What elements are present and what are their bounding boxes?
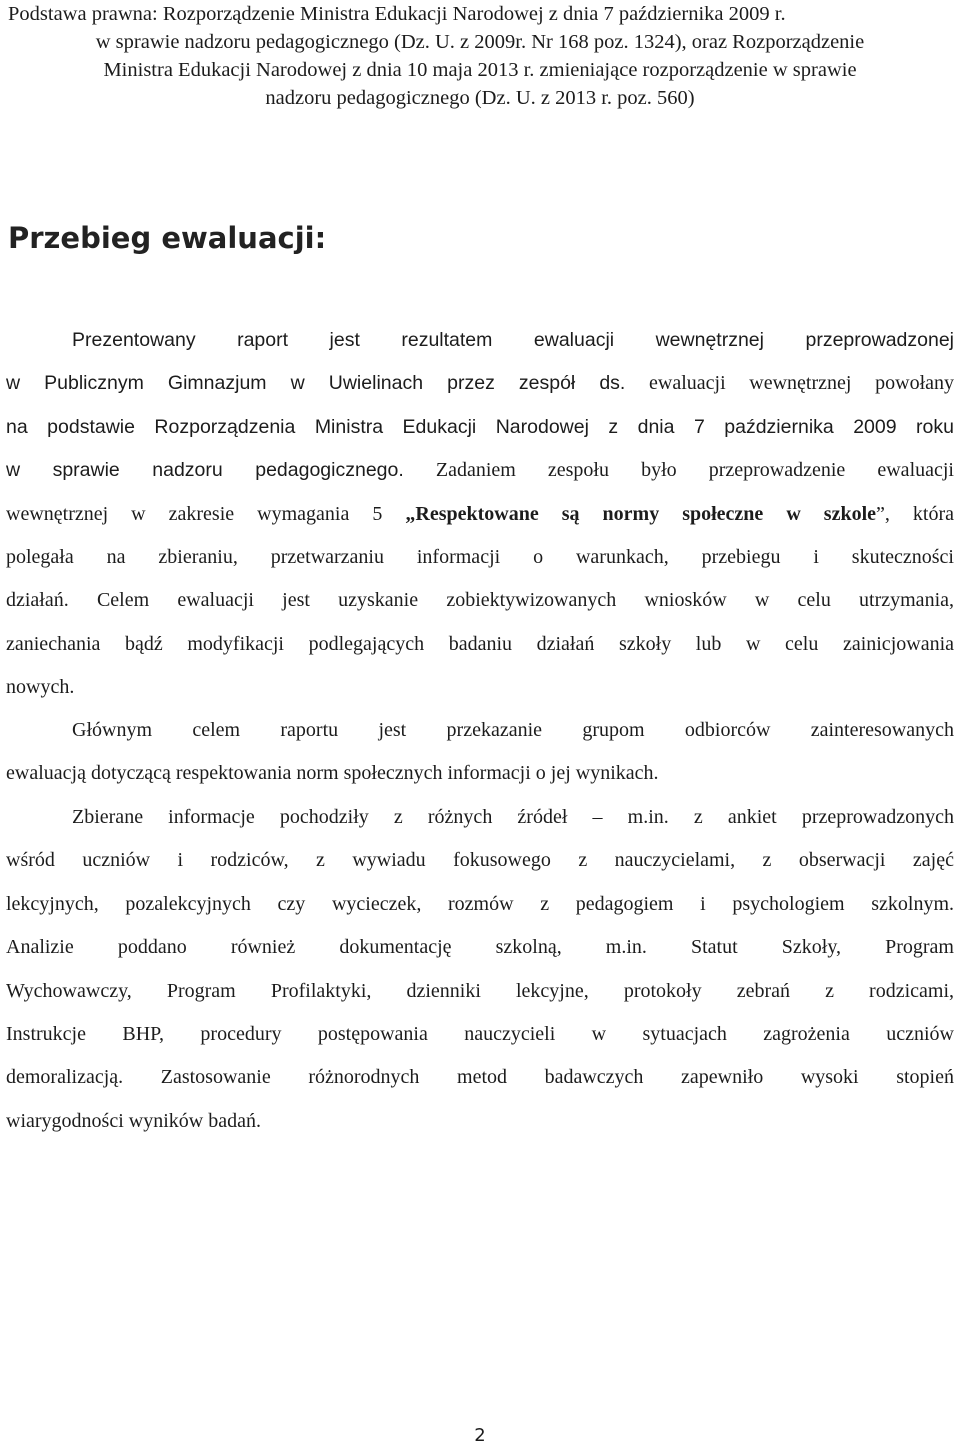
paragraph-line: zaniechania bądź modyfikacji podlegających badaniu działań szkoły lub w celu zainicjowania	[6, 632, 954, 655]
text-run: wewnętrznej w zakresie wymagania 5	[6, 502, 406, 525]
text-run: w sprawie nadzoru pedagogicznego.	[6, 459, 404, 482]
text-run: ewaluacji wewnętrznej powołany	[625, 372, 954, 395]
paragraph-line: demoralizacją. Zastosowanie różnorodnych metod badawczych zapewniło wysoki stopień	[6, 1066, 954, 1089]
paragraph-report-goal	[6, 709, 954, 796]
paragraph-line: na podstawie Rozporządzenia Ministra Edukacji Narodowej z dnia 7 października 2009 roku	[6, 415, 954, 438]
paragraph-line: wśród uczniów i rodziców, z wywiadu fokusowego z nauczycielami, z obserwacji zajęć	[6, 849, 954, 872]
paragraph-line: Instrukcje BHP, procedury postępowania nauczycieli w sytuacjach zagrożenia uczniów	[6, 1022, 954, 1045]
paragraph-report-intro	[6, 319, 954, 710]
paragraph-line: wiarygodności wyników badań.	[6, 1109, 261, 1132]
text-run: w Publicznym Gimnazjum w Uwielinach przez zespół ds.	[6, 372, 626, 395]
page-number: 2	[474, 1425, 486, 1446]
paragraph-line	[6, 449, 954, 492]
paragraph-line: Analizie poddano również dokumentację szkolną, m.in. Statut Szkoły, Program	[6, 936, 954, 959]
paragraph-line: Głównym celem raportu jest przekazanie grupom odbiorców zainteresowanych	[72, 719, 954, 741]
paragraph-line: polegała na zbieraniu, przetwarzaniu informacji o warunkach, przebiegu i skuteczności	[6, 545, 954, 568]
paragraph-line	[6, 362, 954, 405]
paragraph-line: nowych.	[6, 676, 75, 699]
legal-basis-line: nadzoru pedagogicznego (Dz. U. z 2013 r. poz. 560)	[265, 87, 695, 109]
legal-basis-line: Podstawa prawna: Rozporządzenie Ministra Edukacji Narodowej z dnia 7 października 2009 r.	[8, 3, 786, 25]
paragraph-line: ewaluacją dotyczącą respektowania norm społecznych informacji o jej wynikach.	[6, 762, 659, 785]
paragraph-information-sources	[6, 796, 954, 1143]
section-heading: Przebieg ewaluacji:	[8, 221, 327, 255]
legal-basis	[8, 0, 952, 112]
legal-basis-line: w sprawie nadzoru pedagogicznego (Dz. U. z 2009r. Nr 168 poz. 1324), oraz Rozporządzenie	[95, 31, 865, 53]
paragraph-line: działań. Celem ewaluacji jest uzyskanie zobiektywizowanych wniosków w celu utrzymania,	[6, 589, 954, 612]
requirement-title: „Respektowane są normy społeczne w szkole	[405, 502, 876, 525]
text-run: ”, która	[876, 502, 954, 525]
paragraph-line: lekcyjnych, pozalekcyjnych czy wycieczek, rozmów z pedagogiem i psychologiem szkolnym.	[6, 892, 954, 915]
text-run: Zadaniem zespołu było przeprowadzenie ewaluacji	[403, 459, 954, 482]
paragraph-line	[6, 493, 954, 536]
paragraph-line: Prezentowany raport jest rezultatem ewaluacji wewnętrznej przeprowadzonej	[72, 329, 954, 351]
legal-basis-line: Ministra Edukacji Narodowej z dnia 10 maja 2013 r. zmieniające rozporządzenie w sprawie	[103, 59, 857, 81]
paragraph-line: Wychowawczy, Program Profilaktyki, dzienniki lekcyjne, protokoły zebrań z rodzicami,	[6, 979, 954, 1002]
paragraph-line: Zbierane informacje pochodziły z różnych źródeł – m.in. z ankiet przeprowadzonych	[72, 806, 954, 828]
